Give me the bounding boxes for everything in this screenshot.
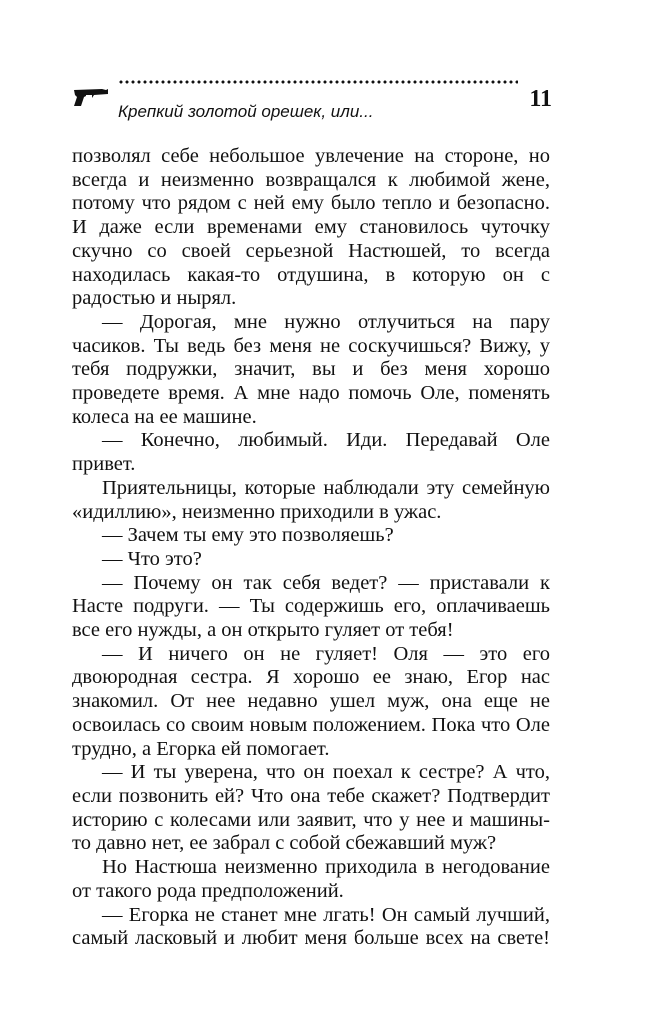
paragraph: позволял себе небольшое увлечение на стороне, но всегда и неизменно возвращался к любимой жене, потому что рядом с ней ему было тепло и безопасно. И даже если временами ему становилось чуточку скучно со своей серьезной Настюшей, то всегда находилась какая-то отдушина, в которую он с радостью и нырял. <box>72 145 550 310</box>
paragraph: — И ничего он не гуляет! Оля — это его двоюродная сестра. Я хорошо ее знаю, Егор нас знакомил. От нее недавно ушел муж, она еще не освоилась со своим новым положением. Пока что Оле трудно, а Егорка ей помогает. <box>72 642 550 760</box>
paragraph: — Дорогая, мне нужно отлучиться на пару часиков. Ты ведь без меня не соскучишься? Вижу, у тебя подружки, значит, вы и без меня хорошо проведете время. А мне надо помочь Оле, поменять колеса на ее машине. <box>72 310 550 428</box>
paragraph: — Егорка не станет мне лгать! Он самый лучший, самый ласковый и любит меня больше всех на свете! <box>72 903 550 950</box>
running-head: Крепкий золотой орешек, или... <box>118 102 374 121</box>
paragraph: — Что это? <box>102 547 202 570</box>
body-text <box>72 145 550 951</box>
paragraph: — Конечно, любимый. Иди. Передавай Оле привет. <box>72 429 550 476</box>
revolver-icon <box>72 86 110 108</box>
paragraph: Но Настюша неизменно приходила в негодование от такого рода предположений. <box>72 856 550 902</box>
dotted-rule <box>118 78 518 86</box>
paragraph: — И ты уверена, что он поехал к сестре? А что, если позвонить ей? Что она тебе скажет? Подтвердит историю с колесами или заявит, что у нее и машины-то давно нет, ее забрал с собой сбежавший муж? <box>72 761 550 855</box>
paragraph: — Зачем ты ему это позволяешь? <box>102 524 394 547</box>
paragraph: — Почему он так себя ведет? — приставали к Насте подруги. — Ты содержишь его, оплачиваешь все его нужды, а он открыто гуляет от тебя! <box>72 571 550 642</box>
page-number: 11 <box>529 86 552 112</box>
paragraph: Приятельницы, которые наблюдали эту семейную «идиллию», неизменно приходили в ужас. <box>72 476 550 523</box>
page-header <box>72 78 552 128</box>
